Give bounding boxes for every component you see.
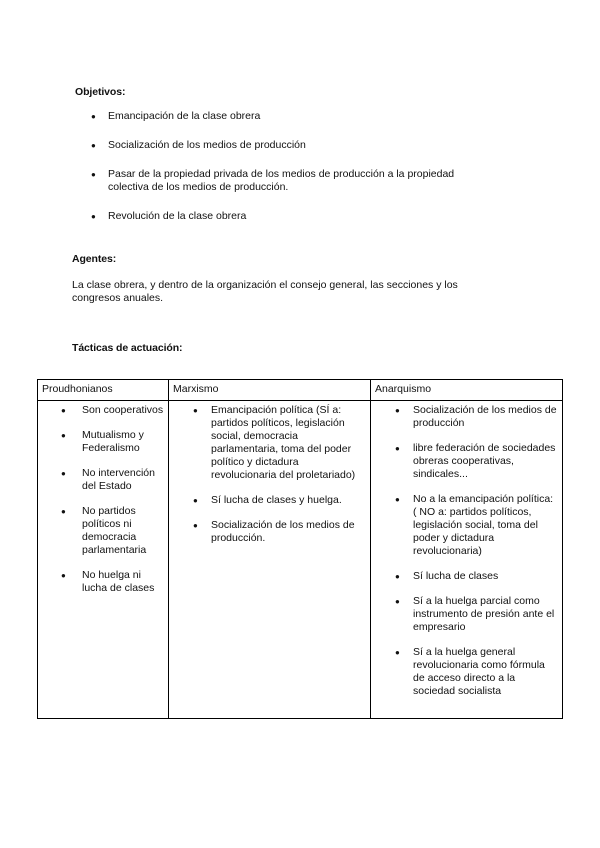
- marxismo-list: [173, 404, 366, 545]
- list-item: ● libre federación de sociedades obreras cooperativas, sindicales...: [375, 442, 558, 481]
- list-item: ● No a la emancipación política: ( NO a: partidos políticos, legislación social, toma del poder y dictadura revolucionaria): [375, 493, 558, 558]
- list-item: ● Revolución de la clase obrera: [108, 210, 528, 223]
- list-item: ● Sí a la huelga parcial como instrumento de presión ante el empresario: [375, 595, 558, 634]
- list-item: ● Son cooperativos: [42, 404, 164, 417]
- proudhonianos-list: [42, 404, 164, 595]
- list-item: ● Sí lucha de clases: [375, 570, 558, 583]
- tactics-table: [37, 379, 563, 719]
- proudhonianos-cell: [38, 401, 169, 719]
- column-header-proudhonianos: Proudhonianos: [38, 380, 169, 401]
- tacticas-heading: Tácticas de actuación:: [72, 342, 183, 354]
- objetivos-list: [108, 110, 528, 239]
- agentes-paragraph: La clase obrera, y dentro de la organización el consejo general, las secciones y los congresos anuales.: [72, 279, 458, 304]
- agentes-heading: Agentes:: [72, 253, 117, 265]
- list-item: ● Socialización de los medios de producción: [375, 404, 558, 430]
- list-item: ● Pasar de la propiedad privada de los medios de producción a la propiedad colectiva de los medios de producción.: [108, 168, 483, 194]
- marxismo-cell: [169, 401, 371, 719]
- column-header-marxismo: Marxismo: [169, 380, 371, 401]
- column-header-anarquismo: Anarquismo: [371, 380, 563, 401]
- list-item: ● No partidos políticos ni democracia parlamentaria: [42, 505, 164, 557]
- list-item: ● Socialización de los medios de producción: [108, 139, 528, 152]
- list-item: ● Socialización de los medios de producción.: [173, 519, 366, 545]
- list-item: ● Sí lucha de clases y huelga.: [173, 494, 366, 507]
- list-item: ● Emancipación política (SÍ a: partidos políticos, legislación social, democracia parlamentaria, toma del poder político y dictadura revolucionaria del proletariado): [173, 404, 366, 482]
- list-item: ● Sí a la huelga general revolucionaria como fórmula de acceso directo a la sociedad socialista: [375, 646, 558, 698]
- list-item: ● Mutualismo y Federalismo: [42, 429, 164, 455]
- objetivos-heading: Objetivos:: [75, 86, 126, 98]
- list-item: ● No intervención del Estado: [42, 467, 164, 493]
- list-item: ● No huelga ni lucha de clases: [42, 569, 164, 595]
- anarquismo-list: [375, 404, 558, 698]
- anarquismo-cell: [371, 401, 563, 719]
- list-item: ● Emancipación de la clase obrera: [108, 110, 528, 123]
